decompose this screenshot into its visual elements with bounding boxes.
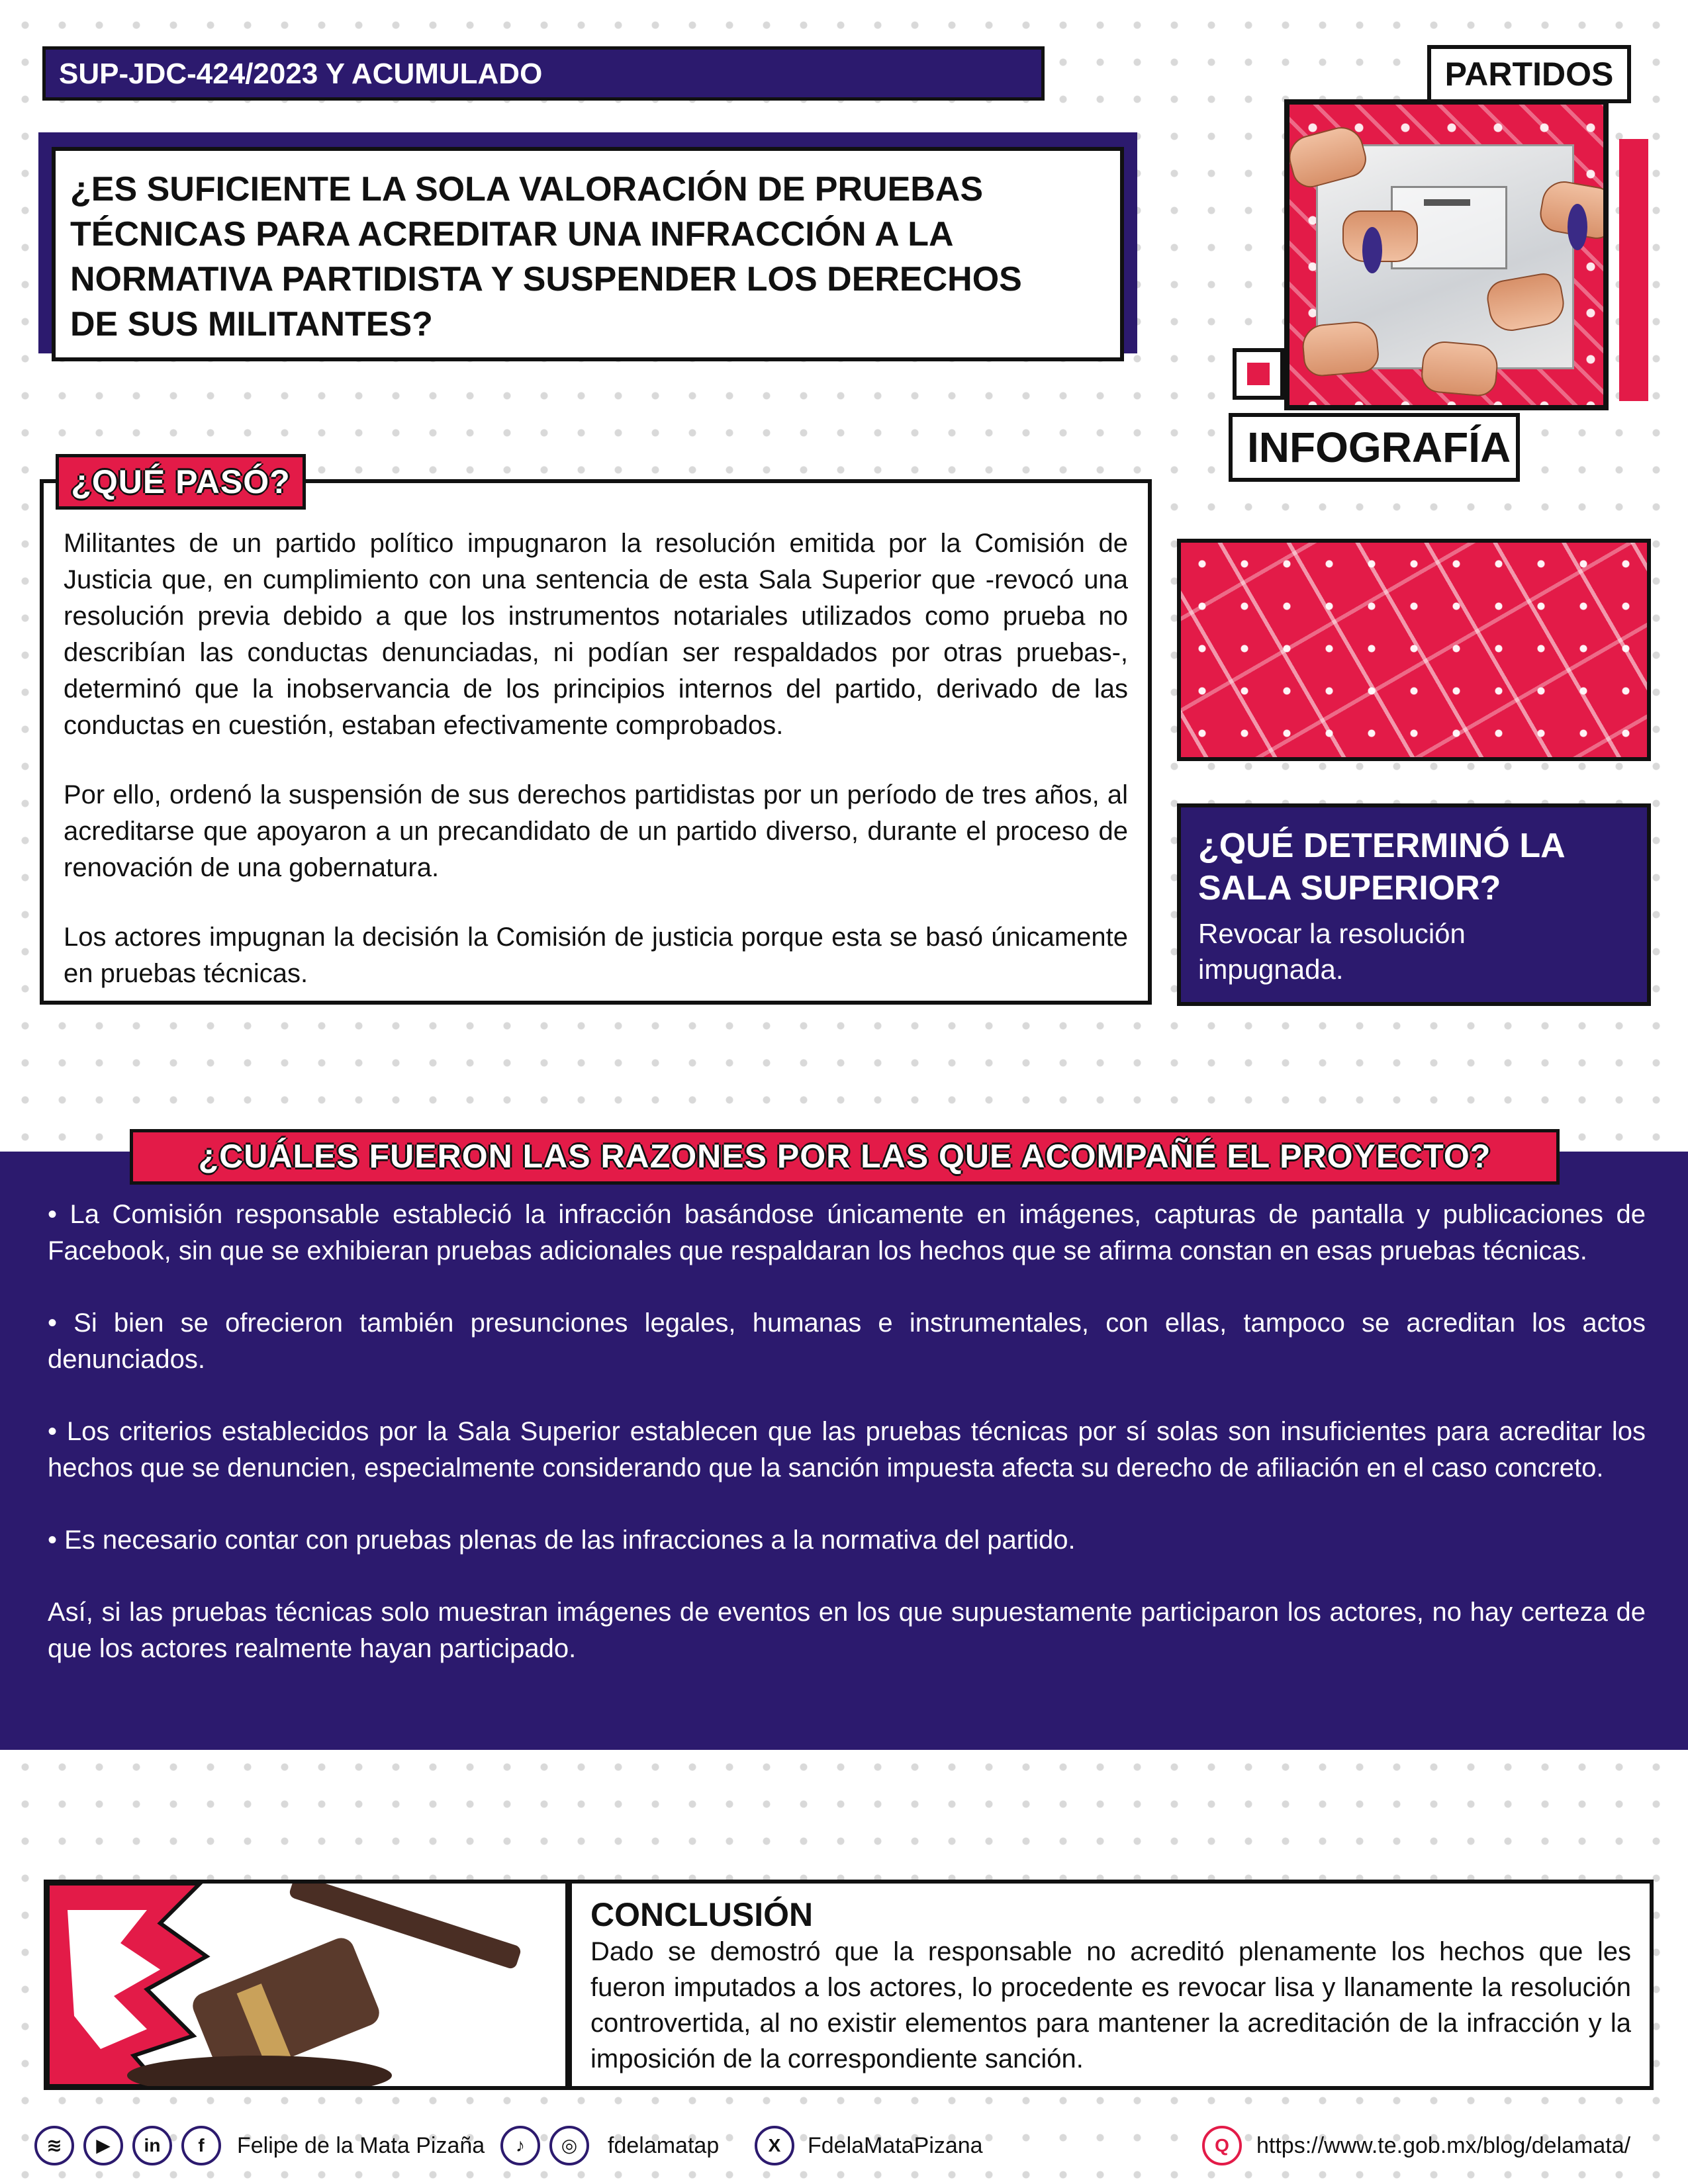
- razones-paragraph: • Es necesario contar con pruebas plenas de las infracciones a la normativa del partido.: [48, 1525, 1076, 1555]
- que-paso-heading-text: ¿QUÉ PASÓ?: [71, 463, 291, 500]
- footer-handle: fdelamatap: [608, 2133, 720, 2158]
- x-icon[interactable]: X: [755, 2126, 794, 2165]
- que-paso-section: [40, 479, 1152, 1005]
- conclusion-heading: CONCLUSIÓN: [590, 1896, 814, 1933]
- cuff-decoration: [1568, 204, 1587, 250]
- tiktok-icon[interactable]: ♪: [500, 2126, 540, 2165]
- instagram-icon[interactable]: ◎: [549, 2126, 589, 2165]
- que-paso-paragraph: Los actores impugnan la decisión la Comisión de justicia porque esta se basó únicamente en pruebas técnicas.: [64, 923, 1128, 988]
- spotify-icon[interactable]: ≋: [34, 2126, 74, 2165]
- case-id: SUP-JDC-424/2023 Y ACUMULADO: [59, 58, 543, 90]
- search-icon[interactable]: Q: [1202, 2126, 1242, 2165]
- category-label-text: PARTIDOS: [1444, 56, 1614, 93]
- type-label-text: INFOGRAFÍA: [1247, 424, 1511, 471]
- razones-paragraph: • La Comisión responsable estableció la infracción basándose únicamente en imágenes, capturas de pantalla y publicaciones de Facebook, sin que se exhibieran pruebas adicionales que respaldaran los hechos que se afirma constan en esas pruebas técnicas.: [48, 1200, 1646, 1265]
- razones-paragraph: • Si bien se ofrecieron también presunciones legales, humanas e instrumentales, con ellas, tampoco se acreditan los actos denunciados.: [48, 1308, 1646, 1374]
- decorative-pattern: [1177, 539, 1651, 761]
- conclusion-section: [568, 1880, 1654, 2090]
- type-label: [1229, 413, 1520, 482]
- razones-body: [48, 1197, 1646, 1703]
- decorative-red-bar: [1619, 139, 1648, 401]
- razones-paragraph: Así, si las pruebas técnicas solo muestran imágenes de eventos en los que supuestamente participaron los actores, no hay certeza de que los actores realmente hayan participado.: [48, 1598, 1646, 1663]
- youtube-icon[interactable]: ▶: [83, 2126, 123, 2165]
- razones-paragraph: • Los criterios establecidos por la Sala Superior establecen que las pruebas técnicas por sí solas son insuficientes para acreditar los hechos que se denuncien, especialmente considerando que la sanción impuesta afecta su derecho de afiliación en el caso concreto.: [48, 1417, 1646, 1482]
- thumbs-up-icon: [1301, 320, 1380, 378]
- category-label: [1427, 45, 1631, 103]
- que-paso-paragraph: Militantes de un partido político impugnaron la resolución emitida por la Comisión de Justicia que, en cumplimiento con una sentencia de esta Sala Superior que -revocó una resolución previa debido a que los instrumentos notariales utilizados como prueba no describían las conductas denunciadas, ni podían ser respaldados por otras pruebas-, determinó que la inobservancia de los principios internos del partido, derivado de las conductas en cuestión, estaban efectivamente comprobados.: [64, 529, 1128, 740]
- razones-heading-text: ¿CUÁLES FUERON LAS RAZONES POR LAS QUE ACOMPAÑÉ EL PROYECTO?: [198, 1138, 1491, 1175]
- thumbs-up-icon: [1420, 340, 1499, 398]
- facebook-icon[interactable]: f: [181, 2126, 221, 2165]
- footer-url[interactable]: https://www.te.gob.mx/blog/delamata/: [1256, 2133, 1631, 2158]
- linkedin-icon[interactable]: in: [132, 2126, 172, 2165]
- conclusion-text: Dado se demostró que la responsable no acreditó plenamente los hechos que les fueron imputados a los actores, lo procedente es revocar lisa y llanamente la resolución controvertida, al no existir elementos para mantener la acreditación de la infracción y la imposición de la correspondiente sanción.: [590, 1937, 1631, 2073]
- gavel-icon: [48, 1884, 565, 2086]
- que-determino-text: Revocar la resolución impugnada.: [1198, 918, 1466, 985]
- que-paso-heading: [56, 454, 306, 510]
- que-paso-paragraph: Por ello, ordenó la suspensión de sus derechos partidistas por un período de tres años, al acreditarse que apoyaron a un precandidato de un partido diverso, durante el proceso de renovación de una gobernatura.: [64, 780, 1128, 882]
- question-box: [52, 147, 1124, 361]
- que-determino-heading: ¿QUÉ DETERMINÓ LA SALA SUPERIOR?: [1198, 827, 1564, 907]
- footer-name: Felipe de la Mata Pizaña: [237, 2133, 485, 2158]
- question-text: ¿ES SUFICIENTE LA SOLA VALORACIÓN DE PRUEBAS TÉCNICAS PARA ACREDITAR UNA INFRACCIÓN A LA NORMATIVA PARTIDISTA Y SUSPENDER LOS DERECHOS DE SUS MILITANTES?: [70, 170, 1022, 343]
- ballot-box-image: [1284, 99, 1609, 410]
- gavel-image: [44, 1880, 569, 2090]
- cuff-decoration: [1362, 227, 1382, 273]
- case-id-bar: [42, 46, 1045, 101]
- que-determino-section: [1177, 803, 1651, 1006]
- decorative-square: [1233, 348, 1284, 400]
- razones-heading: [130, 1129, 1560, 1185]
- footer-x-handle: FdelaMataPizana: [808, 2133, 983, 2158]
